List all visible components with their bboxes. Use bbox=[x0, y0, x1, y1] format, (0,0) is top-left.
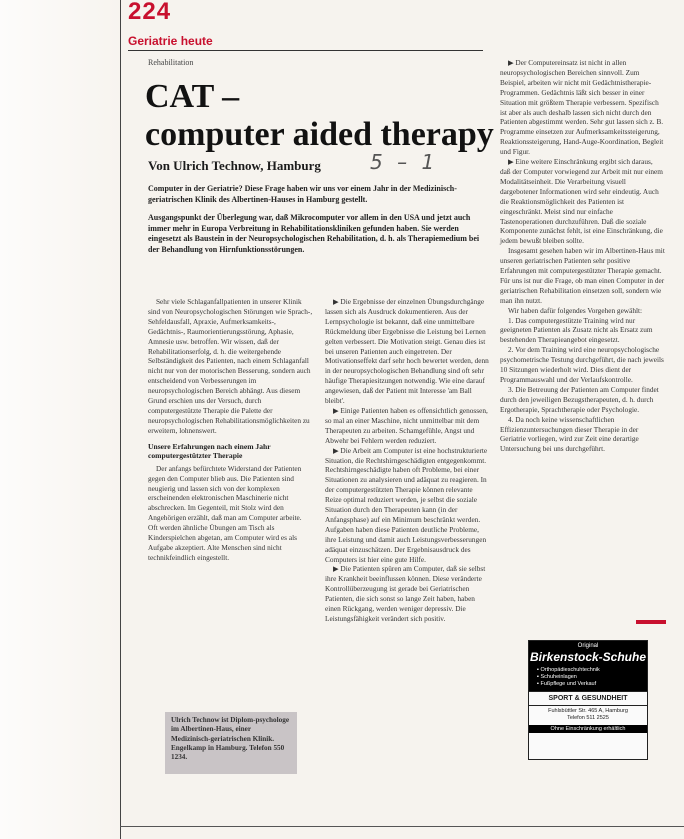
title-line-1: CAT – bbox=[145, 78, 240, 115]
end-mark bbox=[636, 620, 666, 624]
body-paragraph: Sehr viele Schlaganfallpatienten in unserer Klinik sind von Neuropsychologischen Störungen wie Sprach-, Sehfeldausfall, Apraxie, Aufmerksamkeits-, Gedächtnis-, Raumorientierungsstörung, Aphasie, Amnesie usw. betroffen. Wir wissen, daß der Rehabilitationserfolg, d. h. die weitergehende Selbständigkeit des Patienten, nach einem Schlaganfall nicht nur von der motorischen Besserung, sondern auch entscheidend von Verbesserungen im neuropsychologischen Bereich abhängt. Aus diesem Grund erschien uns der Versuch, durch computergestützte Therapie die Palette der neuropsychologischen Rehabilitationsmöglichkeiten zu erweitern, lohnenswert. bbox=[148, 297, 313, 435]
body-paragraph: ▶ Die Arbeit am Computer ist eine hochstrukturierte Situation, die Rechtshirngeschädigten entgegenkommt. Rechtshirngeschädigte haben oft Probleme, bei einer Situationen zu analysieren und adäquat zu reagieren. In der computergestützten Therapie können relevante Reize optimal reduziert werden, je selbst die soziale Situation durch den Therapeuten kann (in der Anfangsphase) auf ein Minimum beschränkt werden. Aufgaben haben diese Patienten deutliche Probleme, ihre Leistung und damit auch Leistungsverbesserungen adäquat einzuschätzen. Der Ergebnisausdruck des Computers ist hier eine gute Hilfe. bbox=[325, 445, 488, 564]
page-edge-line bbox=[120, 0, 121, 839]
article-kicker: Rehabilitation bbox=[148, 58, 194, 67]
ad-list-item: ▪ Orthopädieschuhtechnik bbox=[537, 667, 600, 673]
body-paragraph: ▶ Die Ergebnisse der einzelnen Übungsdurchgänge lassen sich als Ausdruck dokumentieren. Aus der Lernpsychologie ist bekannt, daß eine unmittelbare Rückmeldung über Ergebnisse die Leistung bei Lernen gelten verbessert. Die Motivation steigt. Genau dies ist bei unseren Patienten auch eingetreten. Der Motivationseffekt darf sehr hoch bewertet werden, denn in der neuropsychologischen Behandlung sind oft sehr häufige Therapiesitzungen notwendig. Wie eine darauf angewiesen, daß der Patient mit Interesse 'am Ball bleibt'. bbox=[325, 297, 489, 406]
body-paragraph: ▶ Die Patienten spüren am Computer, daß sie selbst ihre Krankheit beeinflussen können. Diese veränderte Kontrollüberzeugung ist gerade bei Geriatrischen Patienten, die sich sonst so lange Zeit haben, haben einen Rückgang, werden weniger depressiv. Die Leistungsfähigkeit verändert sich positiv. bbox=[325, 564, 486, 623]
ad-sport: SPORT & GESUNDHEIT bbox=[529, 691, 647, 706]
body-paragraph: Der anfangs befürchtete Widerstand der Patienten gegen den Computer blieb aus. Die Patienten sind neugierig und lassen sich von der komplexen erscheinenden elektronischen Maschinerie nicht abschrecken. Im Gegenteil, mit Stolz wird den Angehörigen erzählt, daß man am Computer arbeite. Oft werden ähnliche Übungen am Tisch als Kinderspielchen abgetan, am Computer wird es als Aufgabe akzeptiert. Alte Menschen sind nicht technikfeindlich eingestellt. bbox=[148, 463, 302, 562]
section-title: Geriatrie heute bbox=[128, 34, 213, 48]
body-paragraph: 1. Das computergestützte Training wird nur geeigneten Patienten als Zusatz nicht als Ersatz zum bestehenden Therapieangebot eingesetzt. bbox=[500, 315, 653, 345]
title-line-2: computer aided therapy bbox=[145, 116, 494, 153]
ad-header bbox=[529, 641, 647, 666]
ad-phone: Telefon 511 2525 bbox=[567, 715, 609, 721]
bottom-rule bbox=[120, 826, 684, 827]
lead-paragraph-2: Ausgangspunkt der Überlegung war, daß Mikrocomputer vor allem in den USA und jetzt auch immer mehr in Europa Verbreitung in Rehabilitationskliniken gefunden haben. Sie werden eingesetzt als Baustein in der Neuropsychologischen Rehabilitation, d. h. als Therapiemedium bei der Behandlung von Hirnfunktionsstörungen. bbox=[148, 213, 480, 254]
page-gutter bbox=[0, 0, 120, 839]
column-1 bbox=[148, 297, 313, 563]
column-3 bbox=[500, 58, 665, 454]
page-number: 224 bbox=[128, 0, 172, 25]
ad-list bbox=[529, 666, 647, 691]
article-title bbox=[145, 78, 494, 154]
column-2 bbox=[325, 297, 490, 624]
body-paragraph: Insgesamt gesehen haben wir im Albertinen-Haus mit unseren geriatrischen Patienten sehr positive Erfahrungen mit computergestützter Therapie gemacht. Für uns ist nur die Frage, ob man einen Computer in der geriatrischen Rehabilitation einsetzen soll, sondern wie man ihn nutzt. bbox=[500, 246, 665, 305]
body-paragraph: 2. Vor dem Training wird eine neuropsychologische psychometrische Testung durchgeführt, die nach jeweils 10 Sitzungen wiederholt wird. Dies dient der Programmauswahl und der Verlaufskontrolle. bbox=[500, 345, 664, 384]
advertisement bbox=[528, 640, 648, 760]
body-paragraph: ▶ Der Computereinsatz ist nicht in allen neuropsychologischen Bereichen sinnvoll. Zum Beispiel, arbeiten wir nicht mit Gedächtnistherapie-Programmen. Gedächtnis läßt sich besser in einer Situation mit größtem Therapie verbessern. Spezifisch ist aber als auch deshalb lassen sich nicht durch den Patienten abgestimmt werden. Sehr gut lassen sich z. B. Programme einsetzen zur Aufmerksamkeitssteigerung, Reaktionssteigerung, Hand-Auge-Koordination, Begleit und Figur. bbox=[500, 58, 664, 157]
ad-brand: Birkenstock-Schuhe bbox=[529, 650, 647, 664]
body-paragraph: ▶ Eine weitere Einschränkung ergibt sich daraus, daß der Computer vorwiegend zur Arbeit mit nur einem Modalitätseinheit. Die Verarbeitung visuell dargebotener Informationen wird sehr eindeutig. Auch die Reaktionsmöglichkeit des Patienten ist eingeschränkt. Meist sind nur einfache Tastenoperationen durchzuführen. Daß die soziale Komponente zunächst fehlt, ist eine Einschränkung, die jedem bewußt bleiben sollte. bbox=[500, 157, 663, 246]
ad-address-line: Fuhlsbüttler Str. 465 A, Hamburg bbox=[548, 708, 628, 714]
body-paragraph: 3. Die Betreuung der Patienten am Computer findet durch den jeweiligen Bezugstherapeuten, d. h. durch Ergotherapie, Sprachtherapie oder Psychologie. bbox=[500, 384, 659, 414]
ad-small-text: Original bbox=[577, 643, 599, 649]
body-paragraph: ▶ Einige Patienten haben es offensichtlich genossen, so mal an einer Maschine, nicht unmittelbar mit dem Therapeuten zu arbeiten. Schamgefühle, Angst und Abwehr bei Fehlern werden reduziert. bbox=[325, 405, 488, 445]
ad-list-item: ▪ Fußpflege und Verkauf bbox=[537, 681, 597, 687]
header-rule bbox=[128, 50, 483, 51]
author-info-box: Ulrich Technow ist Diplom-psychologe im Albertinen-Haus, einer Medizinisch-geriatrischen Klinik. Engelkamp in Hamburg. Telefon 550 1234. bbox=[165, 712, 297, 774]
ad-address bbox=[529, 706, 647, 722]
ad-footer: Ohne Einschränkung erhältlich bbox=[529, 725, 647, 733]
ad-list-item: ▪ Schuheinlagen bbox=[537, 674, 577, 680]
article-byline: Von Ulrich Technow, Hamburg bbox=[148, 158, 321, 173]
body-paragraph: Wir haben dafür folgendes Vorgehen gewählt: bbox=[508, 305, 643, 315]
body-paragraph: 4. Da noch keine wissenschaftlichen Effizienzuntersuchungen dieser Therapie in der Geriatrie vorliegen, wird zur Zeit eine derartige Untersuchung bei uns durchgeführt. bbox=[500, 414, 639, 454]
subheading: Unsere Erfahrungen nach einem Jahr computergestützter Therapie bbox=[148, 441, 271, 460]
handwritten-note: 5 – 1 bbox=[370, 150, 439, 174]
lead-paragraph-1: Computer in der Geriatrie? Diese Frage haben wir uns vor einem Jahr in der Medizinisch-geriatrischen Klinik des Albertinen-Hauses in Hamburg gestellt. bbox=[148, 184, 457, 204]
